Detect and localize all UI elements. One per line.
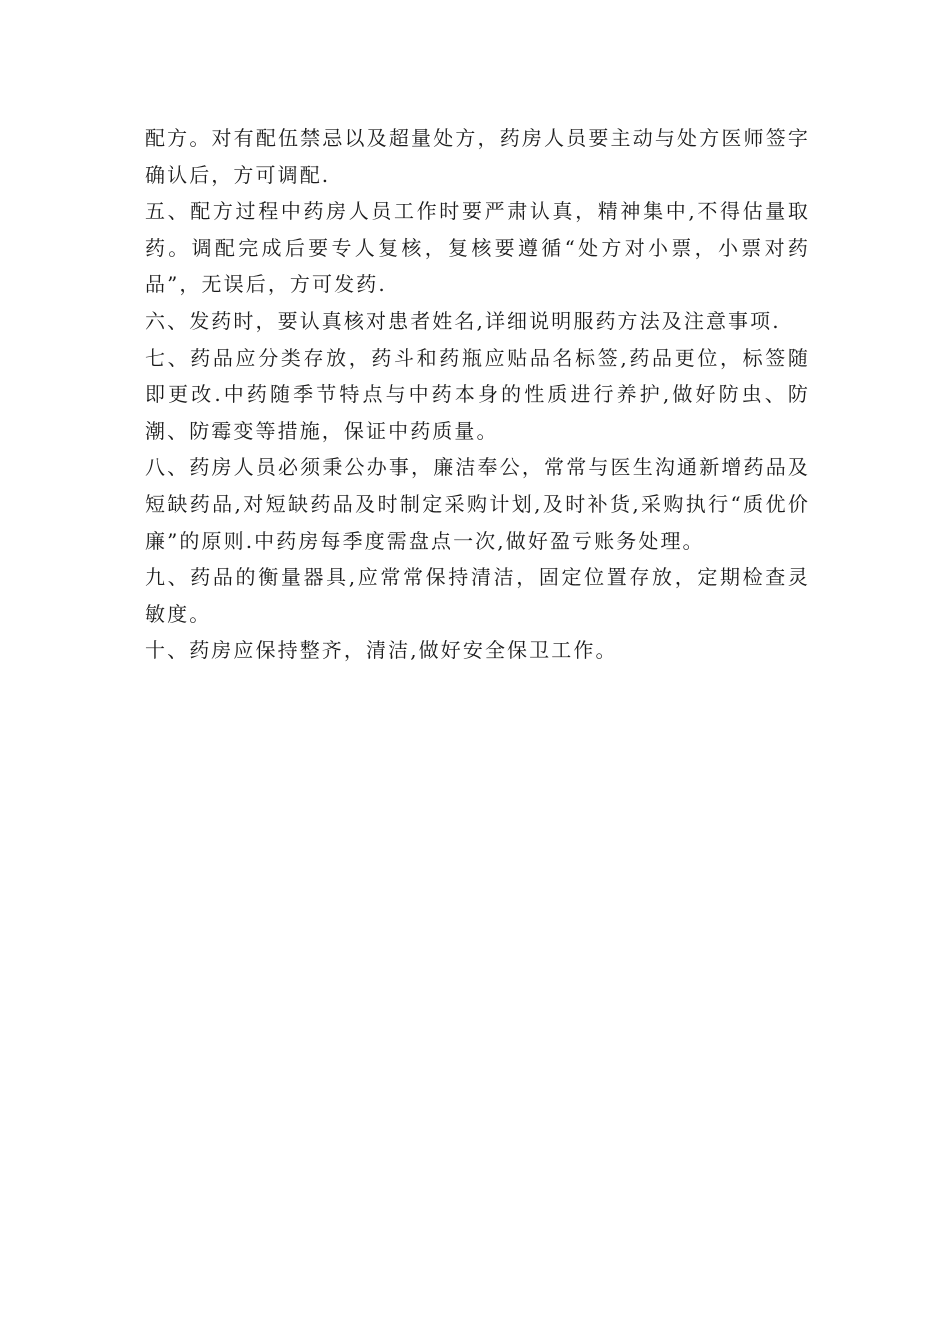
paragraph-item-6: 六、发药时，要认真核对患者姓名,详细说明服药方法及注意事项. bbox=[145, 308, 781, 333]
paragraph-dispensing-confirmation: 配方。对有配伍禁忌以及超量处方，药房人员要主动与处方医师签字确认后，方可调配. bbox=[145, 126, 810, 187]
paragraph-item-8: 八、药房人员必须秉公办事，廉洁奉公，常常与医生沟通新增药品及短缺药品,对短缺药品及时制定采购计划,及时补货,采购执行“质优价廉”的原则.中药房每季度需盘点一次,做好盈亏账务处理。 bbox=[145, 455, 810, 553]
paragraph-item-5: 五、配方过程中药房人员工作时要严肃认真，精神集中,不得估量取药。调配完成后要专人复核，复核要遵循“处方对小票，小票对药品”，无误后，方可发药. bbox=[145, 199, 810, 297]
paragraph-item-10: 十、药房应保持整齐，清洁,做好安全保卫工作。 bbox=[145, 638, 618, 663]
paragraph-item-9: 九、药品的衡量器具,应常常保持清洁，固定位置存放，定期检查灵敏度。 bbox=[145, 565, 810, 626]
paragraph-item-7: 七、药品应分类存放，药斗和药瓶应贴品名标签,药品更位，标签随即更改.中药随季节特点与中药本身的性质进行养护,做好防虫、防潮、防霉变等措施，保证中药质量。 bbox=[145, 345, 810, 443]
document-body bbox=[145, 120, 810, 669]
